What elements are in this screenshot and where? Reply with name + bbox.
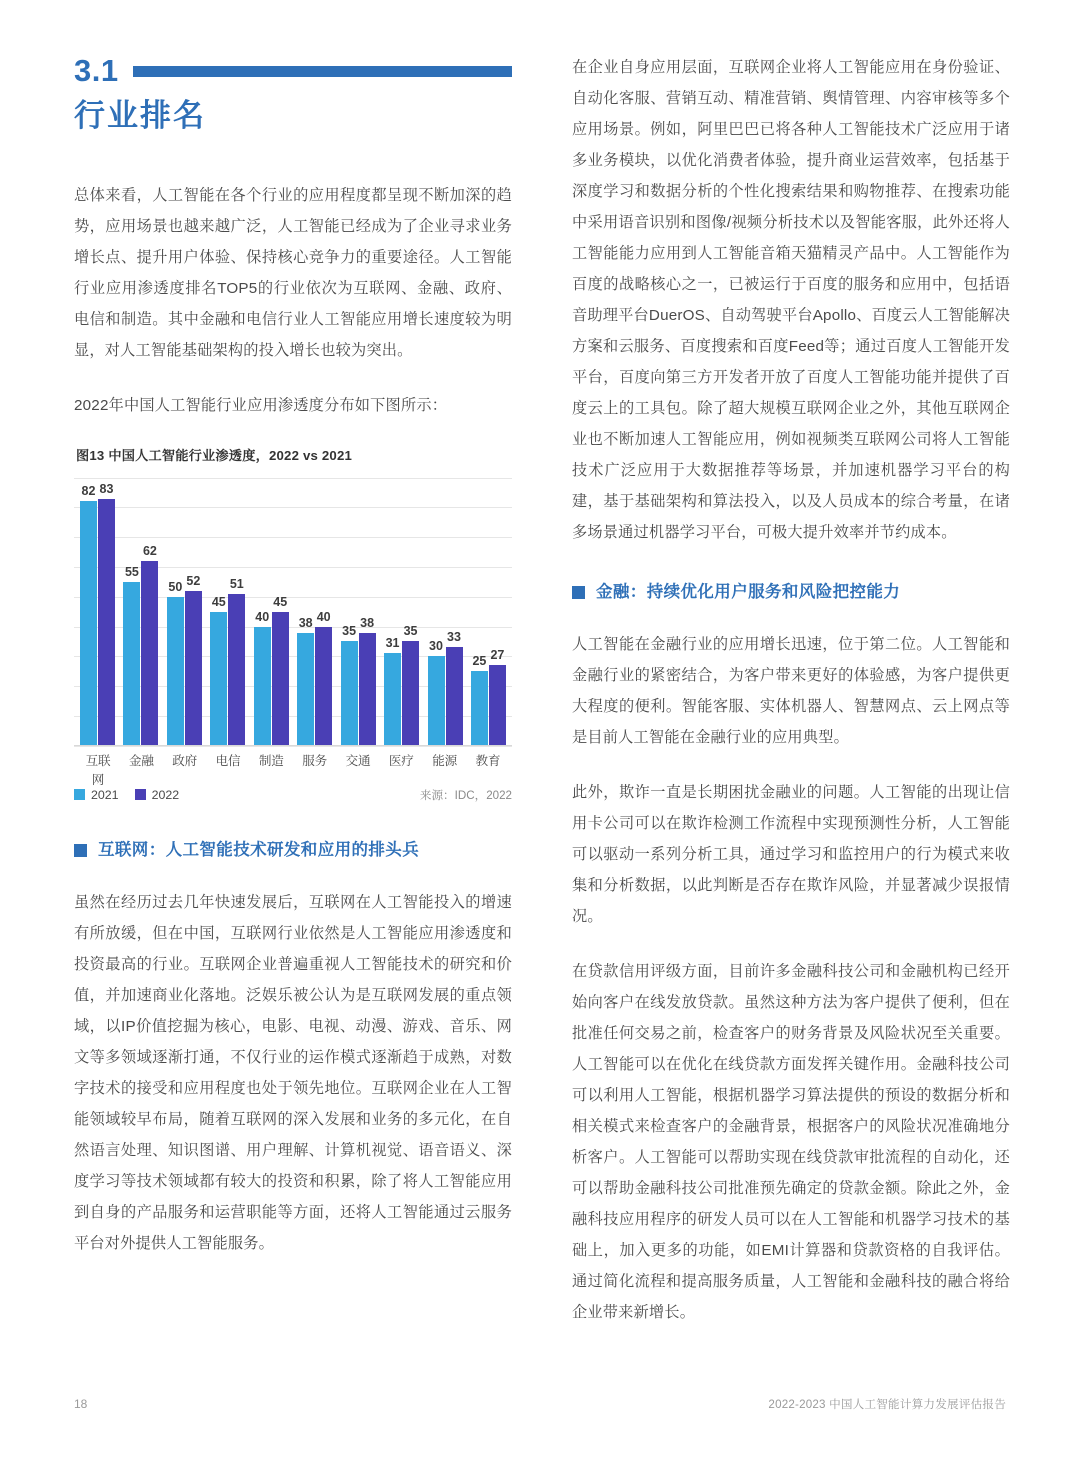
bar-2022-交通 [359, 615, 376, 746]
x-tick-label: 电信 [215, 753, 241, 768]
left-column [74, 52, 512, 1362]
bar-value-label: 50 [168, 579, 183, 594]
legend-item-2022 [135, 788, 180, 802]
bar-2021-医疗 [384, 636, 401, 745]
bar-value-label: 40 [316, 609, 331, 624]
two-column-layout [74, 52, 1010, 1362]
legend-item-2021 [74, 788, 119, 802]
right-column [572, 52, 1010, 1362]
bar-2021-互联网 [80, 484, 97, 745]
bar-2021-金融 [123, 564, 140, 746]
bar-2022-医疗 [402, 624, 419, 745]
x-tick-label: 服务 [302, 753, 328, 768]
bar-fill [297, 633, 314, 746]
chart-legend [74, 788, 179, 802]
x-tick-label: 互联网 [85, 753, 111, 787]
bar-2021-政府 [167, 579, 184, 746]
bar-value-label: 62 [142, 544, 157, 559]
subheading-finance-label: 金融：持续优化用户服务和风险把控能力 [596, 583, 901, 601]
bar-fill [428, 656, 445, 745]
bar-group [297, 609, 332, 746]
bar-fill [402, 641, 419, 745]
bar-2022-互联网 [98, 481, 115, 746]
bar-2022-教育 [489, 648, 506, 745]
bar-2021-制造 [254, 609, 271, 746]
x-tick-label: 政府 [172, 753, 198, 768]
x-tick-label: 金融 [128, 753, 154, 768]
page-footer [74, 1396, 1006, 1412]
figure-source: 来源：IDC，2022 [419, 788, 512, 802]
bar-value-label: 55 [124, 564, 139, 579]
paragraph-internet: 虽然在经历过去几年快速发展后，互联网在人工智能投入的增速有所放缓，但在中国，互联网行业依然是人工智能应用渗透度和投资最高的行业。互联网企业普遍重视人工智能技术的研究和价值，并加速商业化落地。泛娱乐被公认为是互联网发展的重点领域，以IP价值挖掘为核心，电影、电视、动漫、游戏、音乐、网文等多领域逐渐打通，不仅行业的运作模式逐渐趋于成熟，对数字技术的接受和应用程度也处于领先地位。互联网企业在人工智能领域较早布局，随着互联网的深入发展和业务的多元化，在自然语言处理、知识图谱、用户理解、计算机视觉、语音语义、深度学习等技术领域都有较大的投资和积累，除了将人工智能应用到自身的产品服务和运营职能等方面，还将人工智能通过云服务平台对外提供人工智能服务。 [74, 894, 512, 1253]
bar-2022-服务 [315, 609, 332, 746]
section-number: 3.1 [74, 52, 119, 88]
bar-2021-教育 [471, 654, 488, 745]
bar-fill [254, 627, 271, 746]
chart-legend-row [74, 784, 512, 806]
bar-fill [272, 612, 289, 746]
chart-bar-groups [74, 478, 512, 746]
section-heading-rule-row [74, 52, 512, 88]
bar-fill [167, 597, 184, 746]
footer-report-title: 2022-2023 中国人工智能计算力发展评估报告 [768, 1398, 1006, 1411]
paragraph-finance-growth: 人工智能在金融行业的应用增长迅速，位于第二位。人工智能和金融行业的紧密结合，为客户带来更好的体验感，为客户提供更大程度的便利。智能客服、实体机器人、智慧网点、云上网点等是目前人工智能在金融行业的应用典型。 [572, 636, 1010, 747]
bar-fill [210, 612, 227, 746]
bar-value-label: 38 [298, 615, 313, 630]
bar-fill [489, 665, 506, 745]
bar-value-label: 35 [403, 624, 418, 639]
bar-2021-电信 [210, 594, 227, 746]
bar-value-label: 52 [186, 573, 201, 588]
bar-fill [123, 582, 140, 746]
figure-13 [74, 445, 512, 806]
bar-value-label: 40 [255, 609, 270, 624]
bar-group [254, 594, 289, 746]
subheading-finance [572, 582, 1010, 603]
bar-2022-电信 [228, 576, 245, 746]
bar-value-label: 51 [229, 576, 244, 591]
bar-group [341, 615, 376, 746]
legend-swatch-icon [135, 789, 146, 800]
bar-fill [98, 499, 115, 746]
bar-2021-服务 [297, 615, 314, 746]
bar-fill [228, 594, 245, 746]
subheading-internet-label: 互联网：人工智能技术研发和应用的排头兵 [98, 840, 420, 859]
page-number: 18 [74, 1397, 88, 1411]
legend-label: 2022 [151, 787, 180, 802]
figure-title: 图13 中国人工智能行业渗透度，2022 vs 2021 [76, 447, 353, 463]
chart-plot-area [74, 478, 512, 746]
bar-group [210, 576, 245, 746]
bar-group [123, 544, 158, 746]
bar-2021-能源 [428, 639, 445, 745]
bar-value-label: 82 [81, 484, 96, 499]
bar-value-label: 45 [211, 594, 226, 609]
bar-2022-能源 [446, 630, 463, 745]
bar-value-label: 33 [447, 630, 461, 645]
bar-group [80, 481, 115, 746]
paragraph-figure-lead-in: 2022年中国人工智能行业应用渗透度分布如下图所示： [74, 396, 448, 414]
bar-chart [74, 478, 512, 787]
bar-value-label: 25 [472, 654, 487, 669]
bar-value-label: 30 [429, 639, 443, 654]
legend-label: 2021 [91, 787, 119, 802]
paragraph-internet-applications: 在企业自身应用层面，互联网企业将人工智能应用在身份验证、自动化客服、营销互动、精准营销、舆情管理、内容审核等多个应用场景。例如，阿里巴巴已将各种人工智能技术广泛应用于诸多业务模块，以优化消费者体验，提升商业运营效率，包括基于深度学习和数据分析的个性化搜索结果和购物推荐、在搜索功能中采用语音识别和图像/视频分析技术以及智能客服，此外还将人工智能能力应用到人工智能音箱天猫精灵产品中。人工智能作为百度的战略核心之一，已被运行于百度的服务和应用中，包括语音助理平台DuerOS、自动驾驶平台Apollo、百度云人工智能解决方案和云服务、百度搜索和百度Feed等；通过百度人工智能开发平台，百度向第三方开发者开放了百度人工智能功能并提供了百度云上的工具包。除了超大规模互联网企业之外，其他互联网企业也不断加速人工智能应用，例如视频类互联网公司将人工智能技术广泛应用于大数据推荐等场景，并加速机器学习平台的构建，基于基础架构和算法投入，以及人员成本的综合考量，在诸多场景通过机器学习平台，可极大提升效率并节约成本。 [572, 59, 1011, 541]
x-tick-label: 教育 [475, 753, 501, 768]
chart-x-tick-labels [74, 750, 512, 788]
bar-2022-政府 [185, 573, 202, 746]
paragraph-overview: 总体来看，人工智能在各个行业的应用程度都呈现不断加深的趋势，应用场景也越来越广泛，人工智能已经成为了企业寻求业务增长点、提升用户体验、保持核心竞争力的重要途径。人工智能行业应用渗透度排名TOP5的行业依次为互联网、金融、政府、电信和制造。其中金融和电信行业人工智能应用增长速度较为明显，对人工智能基础架构的投入增长也较为突出。 [74, 186, 512, 359]
bar-fill [141, 561, 158, 746]
bar-group [384, 624, 419, 745]
x-tick-label: 医疗 [388, 753, 414, 768]
bar-group [428, 630, 463, 745]
bar-value-label: 83 [99, 481, 114, 496]
subheading-internet [74, 840, 512, 861]
bar-fill [341, 641, 358, 745]
gridline [74, 746, 512, 747]
bar-fill [185, 591, 202, 746]
bar-value-label: 38 [360, 615, 375, 630]
bar-value-label: 45 [273, 594, 288, 609]
x-tick-label: 交通 [345, 753, 371, 768]
bar-2021-交通 [341, 624, 358, 745]
bar-fill [80, 501, 97, 745]
x-tick-label: 能源 [432, 753, 458, 768]
bar-2022-制造 [272, 594, 289, 746]
bar-2022-金融 [141, 544, 158, 746]
bar-value-label: 31 [385, 636, 400, 651]
square-bullet-icon [572, 586, 585, 599]
bar-fill [315, 627, 332, 746]
bar-fill [446, 647, 463, 745]
section-rule [133, 66, 512, 77]
bar-group [167, 573, 202, 746]
bar-value-label: 27 [490, 648, 505, 663]
chart-x-axis [74, 745, 512, 746]
bar-fill [359, 633, 376, 746]
bar-fill [471, 671, 488, 745]
bar-group [471, 648, 506, 745]
bar-fill [384, 653, 401, 745]
section-title: 行业排名 [74, 98, 206, 133]
legend-swatch-icon [74, 789, 85, 800]
paragraph-fraud-detection: 此外，欺诈一直是长期困扰金融业的问题。人工智能的出现让信用卡公司可以在欺诈检测工作流程中实现预测性分析，人工智能可以驱动一系列分析工具，通过学习和监控用户的行为模式来收集和分析数据，以此判断是否存在欺诈风险，并显著减少误报情况。 [572, 784, 1010, 926]
paragraph-credit-rating: 在贷款信用评级方面，目前许多金融科技公司和金融机构已经开始向客户在线发放贷款。虽然这种方法为客户提供了便利，但在批准任何交易之前，检查客户的财务背景及风险状况至关重要。人工智能可以在优化在线贷款方面发挥关键作用。金融科技公司可以利用人工智能，根据机器学习算法提供的预设的数据分析和相关模式来检查客户的金融背景，根据客户的风险状况准确地分析客户。人工智能可以帮助实现在线贷款审批流程的自动化，还可以帮助金融科技公司批准预先确定的贷款金额。除此之外，金融科技应用程序的研发人员可以在人工智能和机器学习技术的基础上，加入更多的功能，如EMI计算器和贷款资格的自我评估。通过简化流程和提高服务质量，人工智能和金融科技的融合将给企业带来新增长。 [572, 963, 1010, 1322]
square-bullet-icon [74, 844, 87, 857]
bar-value-label: 35 [342, 624, 357, 639]
x-tick-label: 制造 [258, 753, 284, 768]
